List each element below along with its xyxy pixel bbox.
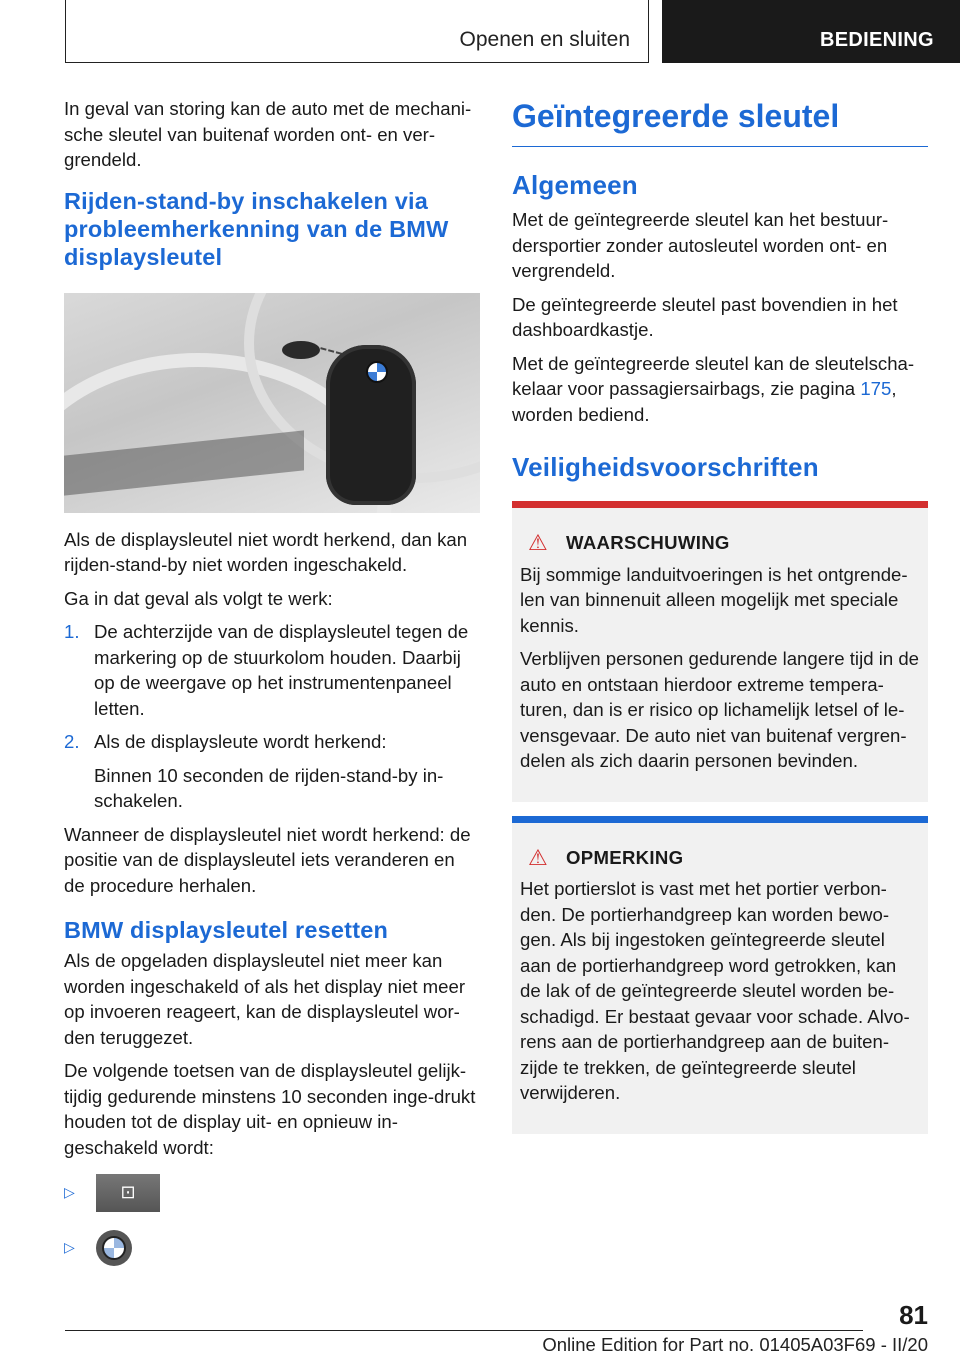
bmw-logo-icon bbox=[96, 1230, 132, 1266]
note-paragraph-1: Het portierslot is vast met het portier verbon-den. De portierhandgreep kan worden bewo-gen. Als bij ingestoken geïntegreerde sleutel aan de portierhandgreep word getrokken, kan de lak of de geïntegreerde sleutel worden be-schadigd. Er bestaat gevaar voor schade. Alvo-rens aan de portierhandgreep aan de buiten-zijde te trekken, de geïntegreerde sleutel verwijderen. bbox=[520, 878, 910, 1103]
bullet-marker: ▷ bbox=[64, 1239, 75, 1256]
step-list bbox=[64, 619, 480, 814]
unlock-button-icon: ⊡ bbox=[96, 1174, 160, 1212]
note-title-row bbox=[520, 845, 920, 871]
note-title: OPMERKING bbox=[566, 846, 684, 868]
footer-edition: Online Edition for Part no. 01405A03F69 - II/20 bbox=[542, 1334, 928, 1355]
warning-title: WAARSCHUWING bbox=[566, 532, 730, 553]
bmw-logo-icon bbox=[366, 361, 388, 383]
page-number: 81 bbox=[899, 1300, 928, 1330]
footer-divider bbox=[65, 1330, 863, 1331]
step-number: 1. bbox=[64, 621, 80, 642]
standby-paragraph-3: Wanneer de displaysleutel niet wordt herkend: de positie van de displaysleutel iets veranderen en de procedure herhalen. bbox=[64, 823, 471, 896]
list-item bbox=[64, 729, 480, 814]
algemeen-paragraph-1: Met de geïntegreerde sleutel kan het bestuur-dersportier zonder autosleutel worden ont- en vergrendeld. bbox=[512, 209, 889, 281]
warning-title-row bbox=[520, 530, 920, 556]
button-bullet-list bbox=[64, 1174, 480, 1266]
heading-veiligheid: Veiligheidsvoorschriften bbox=[512, 452, 819, 482]
paragraph-text: Met de geïntegreerde sleutel kan de sleutelscha-kelaar voor passagiersairbags, zie pagina bbox=[512, 352, 915, 399]
note-box bbox=[512, 816, 928, 1134]
warning-paragraph-2: Verblijven personen gedurende langere tijd in de auto en ontstaan hierdoor extreme tempera-turen, dan is er risico op lichamelijk letsel of le-vensgevaar. De auto niet van buitenaf vergren-delen als zich daarin personen bevinden. bbox=[520, 648, 920, 771]
algemeen-paragraph-2: De geïntegreerde sleutel past bovendien in het dashboardkastje. bbox=[512, 293, 898, 340]
left-column bbox=[64, 96, 480, 1284]
header-chapter-label: BEDIENING bbox=[820, 29, 934, 51]
step-number: 2. bbox=[64, 731, 80, 752]
page-title: Geïntegreerde sleutel bbox=[512, 96, 928, 147]
algemeen-paragraph-3 bbox=[512, 351, 928, 428]
bullet-marker: ▷ bbox=[64, 1184, 75, 1201]
right-column bbox=[512, 96, 928, 1134]
list-item bbox=[64, 1230, 480, 1266]
paragraph-text: , worden bediend. bbox=[512, 378, 897, 425]
warning-box bbox=[512, 501, 928, 802]
photo-marking bbox=[282, 341, 320, 359]
warning-paragraph-1: Bij sommige landuitvoeringen is het ontgrende-len van binnenuit alleen mogelijk met speciale kennis. bbox=[520, 563, 908, 636]
page-link[interactable]: 175 bbox=[860, 378, 892, 399]
standby-paragraph-1: Als de displaysleutel niet wordt herkend, dan kan rijden-stand-by niet worden ingeschakeld. bbox=[64, 528, 468, 575]
header-section-title: Openen en sluiten bbox=[459, 28, 630, 51]
intro-paragraph: In geval van storing kan de auto met de mechani-sche sleutel van buitenaf worden ont- en ver-grendeld. bbox=[64, 98, 472, 170]
standby-paragraph-2: Ga in dat geval als volgt te werk: bbox=[64, 587, 333, 609]
reset-paragraph-2: De volgende toetsen van de displaysleutel gelijk-tijdig gedurende minstens 10 seconden inge-drukt houden tot de display uit- en opnieuw in-geschakeld wordt: bbox=[64, 1060, 476, 1158]
heading-algemeen: Algemeen bbox=[512, 170, 638, 200]
step-text: Als de displaysleute wordt herkend: bbox=[94, 731, 387, 752]
display-key-photo bbox=[64, 293, 480, 513]
list-item bbox=[64, 619, 480, 721]
list-item bbox=[64, 1174, 480, 1212]
heading-standby: Rijden-stand-by inschakelen via probleemherkenning van de BMW displaysleutel bbox=[64, 187, 449, 270]
step-text: De achterzijde van de displaysleutel tegen de markering op de stuurkolom houden. Daarbij op de weergave op het instrumentenpaneel letten. bbox=[94, 621, 469, 719]
header-chapter-tab bbox=[662, 0, 960, 63]
warning-triangle-icon: ⚠ bbox=[528, 530, 549, 555]
warning-triangle-icon: ⚠ bbox=[528, 844, 549, 870]
step-subtext: Binnen 10 seconden de rijden-stand-by in-schakelen. bbox=[94, 764, 444, 811]
reset-paragraph-1: Als de opgeladen displaysleutel niet meer kan worden ingeschakeld of als het display niet meer op invoeren reageert, kan de displaysleutel wor-den teruggezet. bbox=[64, 950, 466, 1048]
heading-reset: BMW displaysleutel resetten bbox=[64, 917, 389, 943]
